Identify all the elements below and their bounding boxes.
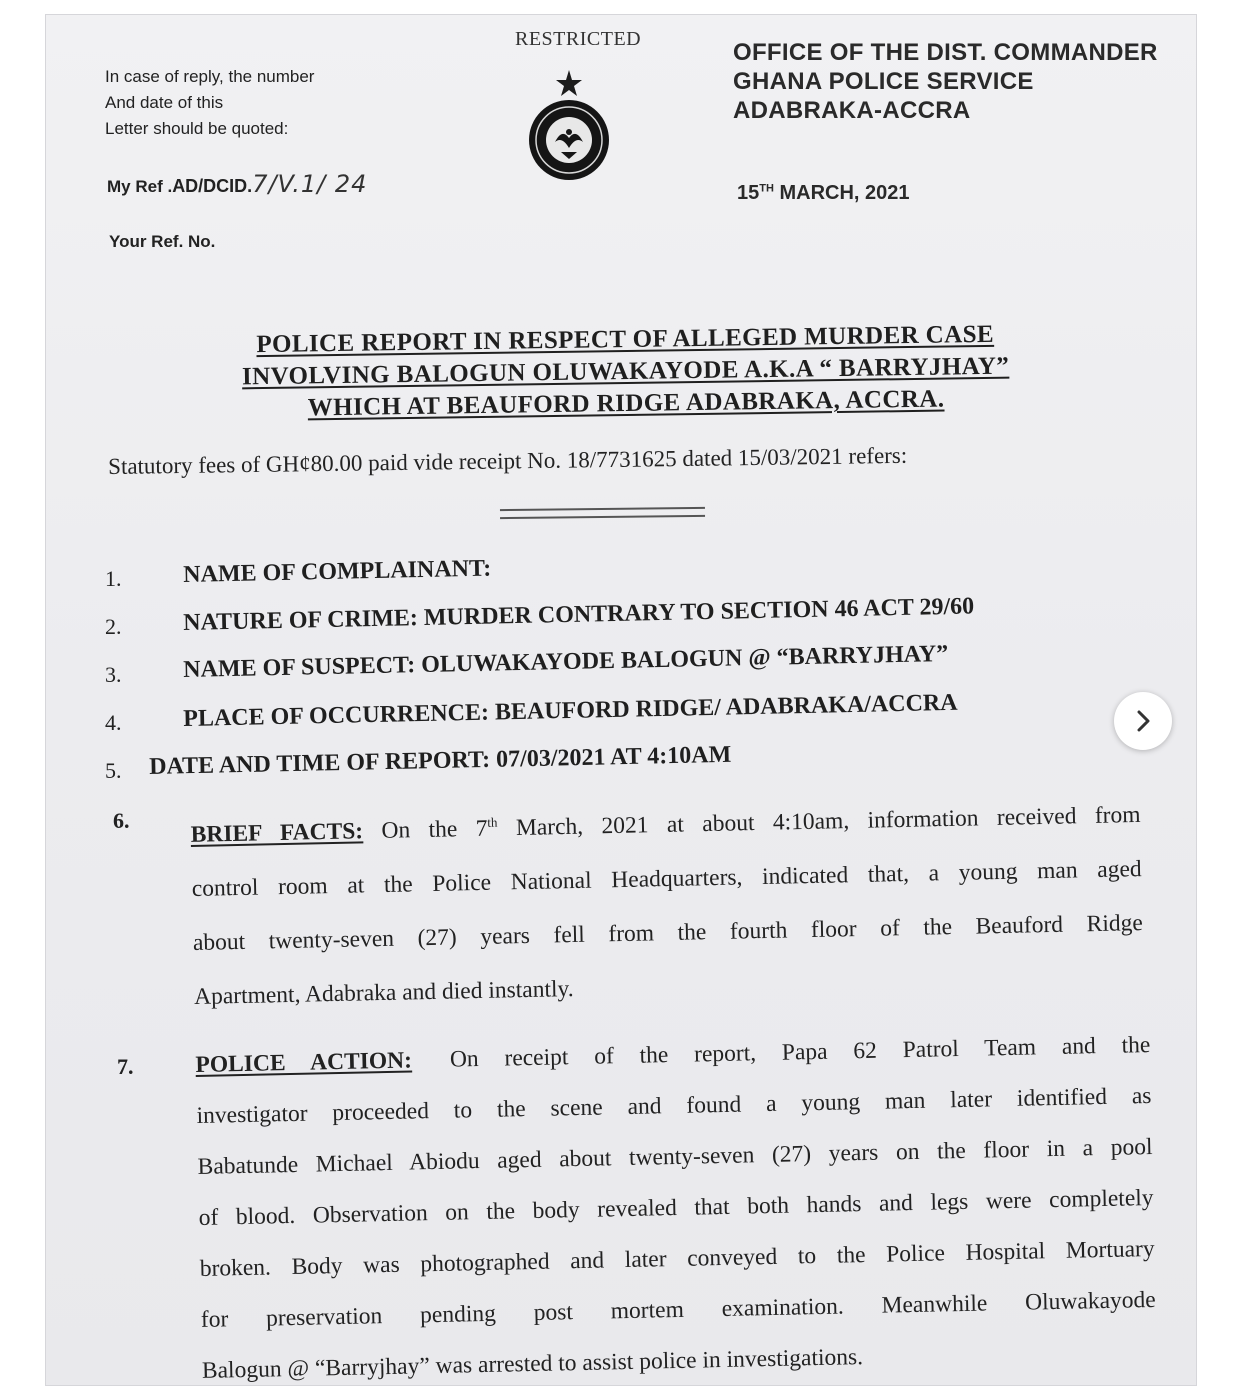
letter-date [737, 182, 910, 205]
paragraph-text: March, 2021 at about 4:10am, information received from [497, 801, 1141, 842]
item-nature-of-crime: NATURE OF CRIME: MURDER CONTRARY TO SECTION 46 ACT 29/60 [183, 593, 975, 636]
brief-facts-paragraph [190, 782, 1144, 1024]
your-reference: Your Ref. No. [109, 232, 216, 251]
item-date-time: DATE AND TIME OF REPORT: 07/03/2021 AT 4:10AM [149, 741, 732, 780]
police-action-heading: POLICE ACTION: [195, 1047, 413, 1078]
my-ref-code: AD/DCID. [172, 176, 253, 196]
office-line: ADABRAKA-ACCRA [733, 97, 971, 124]
paragraph-text: On the 7 [362, 815, 488, 845]
chevron-right-icon [1130, 708, 1156, 734]
reply-note [105, 64, 314, 142]
reply-note-line: And date of this [105, 93, 224, 112]
item-number: 1. [105, 566, 122, 591]
brief-facts-heading: BRIEF FACTS: [190, 818, 364, 848]
item-number: 4. [105, 710, 122, 735]
item-complainant: NAME OF COMPLAINANT: [183, 555, 492, 588]
reply-note-line: Letter should be quoted: [105, 119, 289, 138]
paragraph-line: broken. Body was photographed and later conveyed to the Police Hospital Mortuary [199, 1235, 1155, 1282]
my-reference [107, 170, 367, 198]
paragraph-text: On receipt of the report, Papa 62 Patrol Team and the [449, 1031, 1151, 1073]
reply-note-line: In case of reply, the number [105, 67, 315, 86]
title-line: POLICE REPORT IN RESPECT OF ALLEGED MURDER CASE [256, 320, 995, 359]
date-rest: MARCH, 2021 [773, 182, 910, 204]
paragraph-line: of blood. Observation on the body revealed that both hands and legs were completely [198, 1184, 1154, 1231]
next-button[interactable] [1114, 692, 1172, 750]
item-number: 3. [105, 662, 122, 687]
double-rule-divider [500, 507, 705, 519]
date-suffix: TH [759, 182, 774, 195]
date-day: 15 [737, 182, 760, 204]
item-number: 5. [105, 758, 122, 783]
fees-line: Statutory fees of GH¢80.00 paid vide receipt No. 18/7731625 dated 15/03/2021 refers: [108, 442, 908, 479]
document-page [45, 14, 1197, 1386]
item-number: 2. [105, 614, 122, 639]
title-line: WHICH AT BEAUFORD RIDGE ADABRAKA, ACCRA. [307, 385, 945, 422]
paragraph-line: Babatunde Michael Abiodu aged about twenty-seven (27) years on the floor in a pool [197, 1133, 1153, 1180]
paragraph-line: about twenty-seven (27) years fell from the fourth floor of the Beauford Ridge [192, 909, 1144, 956]
police-action-paragraph [195, 1020, 1157, 1386]
paragraph-superscript: th [487, 814, 498, 830]
paragraph-line: investigator proceeded to the scene and found a young man later identified as [196, 1082, 1152, 1129]
item-place: PLACE OF OCCURRENCE: BEAUFORD RIDGE/ ADABRAKA/ACCRA [183, 689, 958, 732]
item-suspect: NAME OF SUSPECT: OLUWAKAYODE BALOGUN @ “BARRYJHAY” [183, 640, 949, 683]
office-line: GHANA POLICE SERVICE [733, 68, 1034, 95]
paragraph-line: Apartment, Adabraka and died instantly. [193, 975, 574, 1010]
item-number: 7. [117, 1054, 134, 1079]
paragraph-line: for preservation pending post mortem examination. Meanwhile Oluwakayode [200, 1286, 1156, 1333]
item-number: 6. [113, 808, 130, 833]
title-line: INVOLVING BALOGUN OLUWAKAYODE A.K.A “ BARRYJHAY” [241, 352, 1010, 391]
police-crest-icon [512, 66, 626, 184]
classification-label: RESTRICTED [515, 28, 642, 50]
my-ref-handwritten: 7/V.1/ 24 [252, 170, 368, 198]
report-title [195, 318, 1056, 426]
paragraph-line: Balogun @ “Barryjhay” was arrested to assist police in investigations. [201, 1344, 864, 1384]
office-address [733, 38, 1158, 125]
office-line: OFFICE OF THE DIST. COMMANDER [733, 39, 1158, 66]
my-ref-label: My Ref . [107, 177, 173, 196]
paragraph-line: control room at the Police National Headquarters, indicated that, a young man aged [191, 855, 1142, 902]
